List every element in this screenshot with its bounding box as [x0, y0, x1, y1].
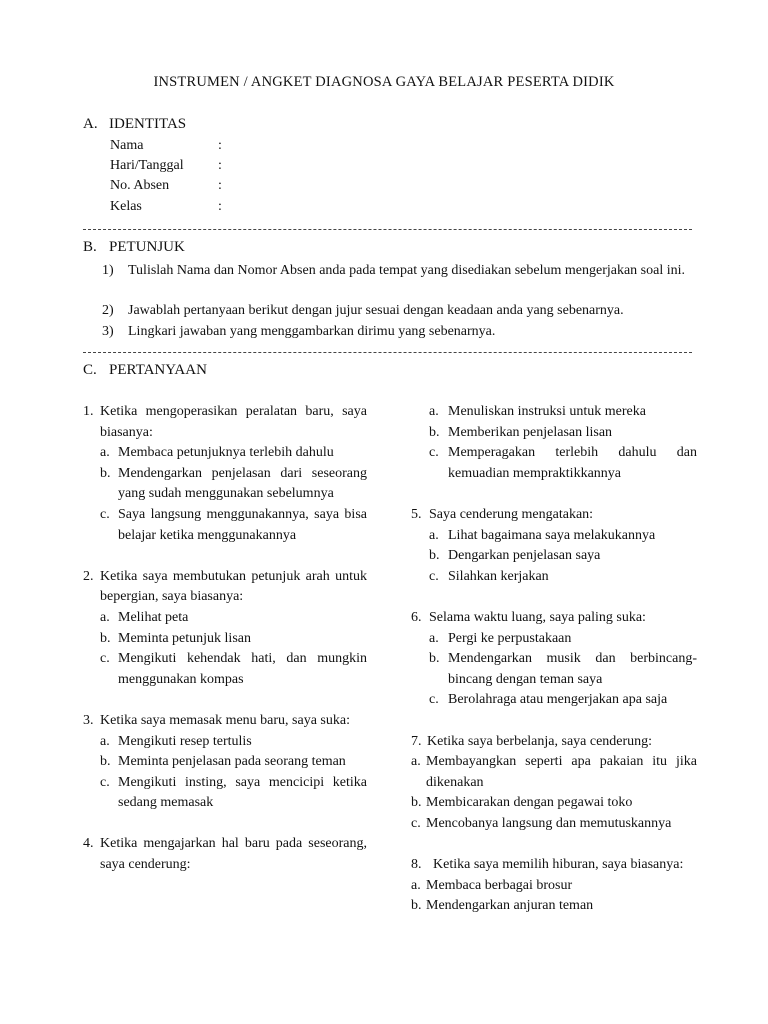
option: [429, 649, 697, 690]
question: [411, 505, 697, 526]
option-text: Membaca petunjuknya terlebih dahulu: [118, 445, 334, 461]
option-text: Memperagakan terlebih dahulu dan kemuadian mempraktikkannya: [448, 445, 697, 481]
question: [83, 711, 367, 732]
option-letter: c.: [100, 506, 110, 522]
option-text: Pergi ke perpustakaan: [448, 630, 572, 646]
option-text: Mendengarkan anjuran teman: [426, 898, 594, 914]
option-text: Membicarakan dengan pegawai toko: [426, 795, 633, 811]
option: [100, 505, 367, 546]
option-text: Mengikuti resep tertulis: [118, 733, 252, 749]
option-text: Memberikan penjelasan lisan: [448, 424, 613, 440]
option: [411, 896, 697, 917]
option-letter: a.: [411, 754, 421, 770]
option-text: Dengarkan penjelasan saya: [448, 548, 601, 564]
field-label-no-absen: No. Absen: [110, 178, 170, 193]
option-text: Meminta petunjuk lisan: [118, 630, 251, 646]
option: [429, 526, 697, 547]
question-number: 5.: [411, 506, 422, 522]
option: [411, 814, 697, 835]
section-letter: B.: [83, 239, 97, 255]
option: [429, 443, 697, 484]
option-text: Mencobanya langsung dan memutuskannya: [426, 815, 672, 831]
option-letter: c.: [429, 445, 439, 461]
field-colon: :: [218, 158, 222, 173]
question: [411, 608, 697, 629]
field-colon: :: [218, 178, 222, 193]
question: [411, 855, 697, 876]
petunjuk-number: 2): [102, 303, 114, 318]
question-text: Ketika saya berbelanja, saya cenderung:: [427, 733, 653, 749]
option-letter: b.: [411, 795, 422, 811]
question-number: 2.: [83, 568, 94, 584]
field-colon: :: [218, 138, 222, 153]
question-text: Saya cenderung mengatakan:: [429, 506, 594, 522]
option-text: Mendengarkan penjelasan dari seseorang yang sudah menggunakan sebelumnya: [118, 465, 367, 502]
field-label-hari-tanggal: Hari/Tanggal: [110, 158, 184, 173]
option-text: Lihat bagaimana saya melakukannya: [448, 527, 656, 543]
section-petunjuk-heading: [83, 239, 185, 256]
questions-left-column: [83, 402, 367, 876]
option-text: Mendengarkan musik dan berbincang-bincang dengan teman saya: [448, 651, 697, 687]
dashed-divider: [83, 352, 692, 353]
option: [100, 608, 367, 629]
option: [100, 773, 367, 814]
option-text: Membaca berbagai brosur: [426, 877, 573, 893]
option: [100, 629, 367, 650]
page-title: INSTRUMEN / ANGKET DIAGNOSA GAYA BELAJAR PESERTA DIDIK: [153, 74, 615, 90]
option-letter: a.: [100, 445, 110, 461]
option-letter: a.: [429, 527, 439, 543]
option: [411, 752, 697, 793]
petunjuk-text: Jawablah pertanyaan berikut dengan jujur sesuai dengan keadaan anda yang sebenarnya.: [128, 303, 624, 318]
question: [411, 732, 697, 753]
petunjuk-text: Tulislah Nama dan Nomor Absen anda pada tempat yang disediakan sebelum mengerjakan soal ini.: [128, 263, 686, 278]
question-text: Ketika saya membutukan petunjuk arah untuk bepergian, saya biasanya:: [100, 568, 367, 605]
petunjuk-number: 3): [102, 324, 114, 339]
petunjuk-text: Lingkari jawaban yang menggambarkan dirimu yang sebenarnya.: [128, 324, 496, 339]
field-colon: :: [218, 199, 222, 214]
option: [100, 443, 367, 464]
question-number: 7.: [411, 733, 422, 749]
question-number: 6.: [411, 609, 422, 625]
question-number: 4.: [83, 836, 94, 852]
option-letter: c.: [411, 815, 421, 831]
option-letter: a.: [411, 877, 421, 893]
option-letter: c.: [429, 692, 439, 708]
option: [429, 567, 697, 588]
option: [429, 629, 697, 650]
section-title: PETUNJUK: [109, 239, 185, 255]
petunjuk-item: [102, 301, 692, 321]
option: [411, 793, 697, 814]
section-identitas-heading: [83, 116, 186, 133]
section-letter: A.: [83, 116, 98, 132]
option-letter: a.: [100, 733, 110, 749]
option-text: Meminta penjelasan pada seorang teman: [118, 754, 346, 770]
option-letter: a.: [429, 630, 439, 646]
option-text: Berolahraga atau mengerjakan apa saja: [448, 692, 668, 708]
section-title: PERTANYAAN: [109, 362, 207, 378]
questions-right-column: [411, 402, 697, 917]
option-letter: a.: [429, 404, 439, 419]
option-letter: b.: [429, 548, 440, 564]
field-label-nama: Nama: [110, 138, 144, 153]
question-text: Ketika saya memilih hiburan, saya biasanya:: [433, 857, 684, 873]
option: [429, 546, 697, 567]
section-letter: C.: [83, 362, 97, 378]
question-text: Ketika mengajarkan hal baru pada seseorang, saya cenderung:: [100, 836, 367, 873]
field-label-kelas: Kelas: [110, 199, 142, 214]
section-title: IDENTITAS: [109, 116, 187, 132]
question: [83, 402, 367, 443]
option: [100, 752, 367, 773]
option-letter: b.: [411, 898, 422, 914]
option-text: Mengikuti kehendak hati, dan mungkin menggunakan kompas: [118, 651, 367, 687]
option-text: Membayangkan seperti apa pakaian itu jika dikenakan: [426, 754, 697, 790]
option-letter: b.: [100, 630, 111, 646]
option: [429, 690, 697, 711]
option: [100, 464, 367, 505]
option-letter: c.: [100, 651, 110, 667]
option-letter: b.: [429, 651, 440, 667]
question-number: 8.: [411, 857, 422, 873]
option-letter: c.: [429, 568, 439, 584]
question-text: Ketika mengoperasikan peralatan baru, saya biasanya:: [100, 404, 367, 440]
option-letter: a.: [100, 609, 110, 625]
dashed-divider: [83, 229, 692, 230]
option-text: Mengikuti insting, saya mencicipi ketika sedang memasak: [118, 774, 367, 811]
question-text: Ketika saya memasak menu baru, saya suka:: [100, 712, 350, 728]
option: [100, 732, 367, 753]
option-letter: b.: [100, 465, 111, 481]
option: [429, 402, 697, 423]
option-text: Melihat peta: [118, 609, 189, 625]
option-text: Saya langsung menggunakannya, saya bisa belajar ketika menggunakannya: [118, 506, 367, 543]
question: [83, 834, 367, 875]
question-number: 1.: [83, 404, 94, 419]
question-number: 3.: [83, 712, 94, 728]
option: [411, 876, 697, 897]
section-pertanyaan-heading: [83, 362, 207, 379]
question: [83, 567, 367, 608]
option: [100, 649, 367, 690]
petunjuk-item: [102, 261, 692, 281]
option: [429, 423, 697, 444]
option-text: Silahkan kerjakan: [448, 568, 549, 584]
option-letter: b.: [100, 754, 111, 770]
option-text: Menuliskan instruksi untuk mereka: [448, 404, 646, 419]
petunjuk-number: 1): [102, 263, 114, 278]
question-text: Selama waktu luang, saya paling suka:: [429, 609, 646, 625]
option-letter: c.: [100, 774, 110, 790]
option-letter: b.: [429, 424, 440, 440]
petunjuk-item: [102, 322, 692, 342]
